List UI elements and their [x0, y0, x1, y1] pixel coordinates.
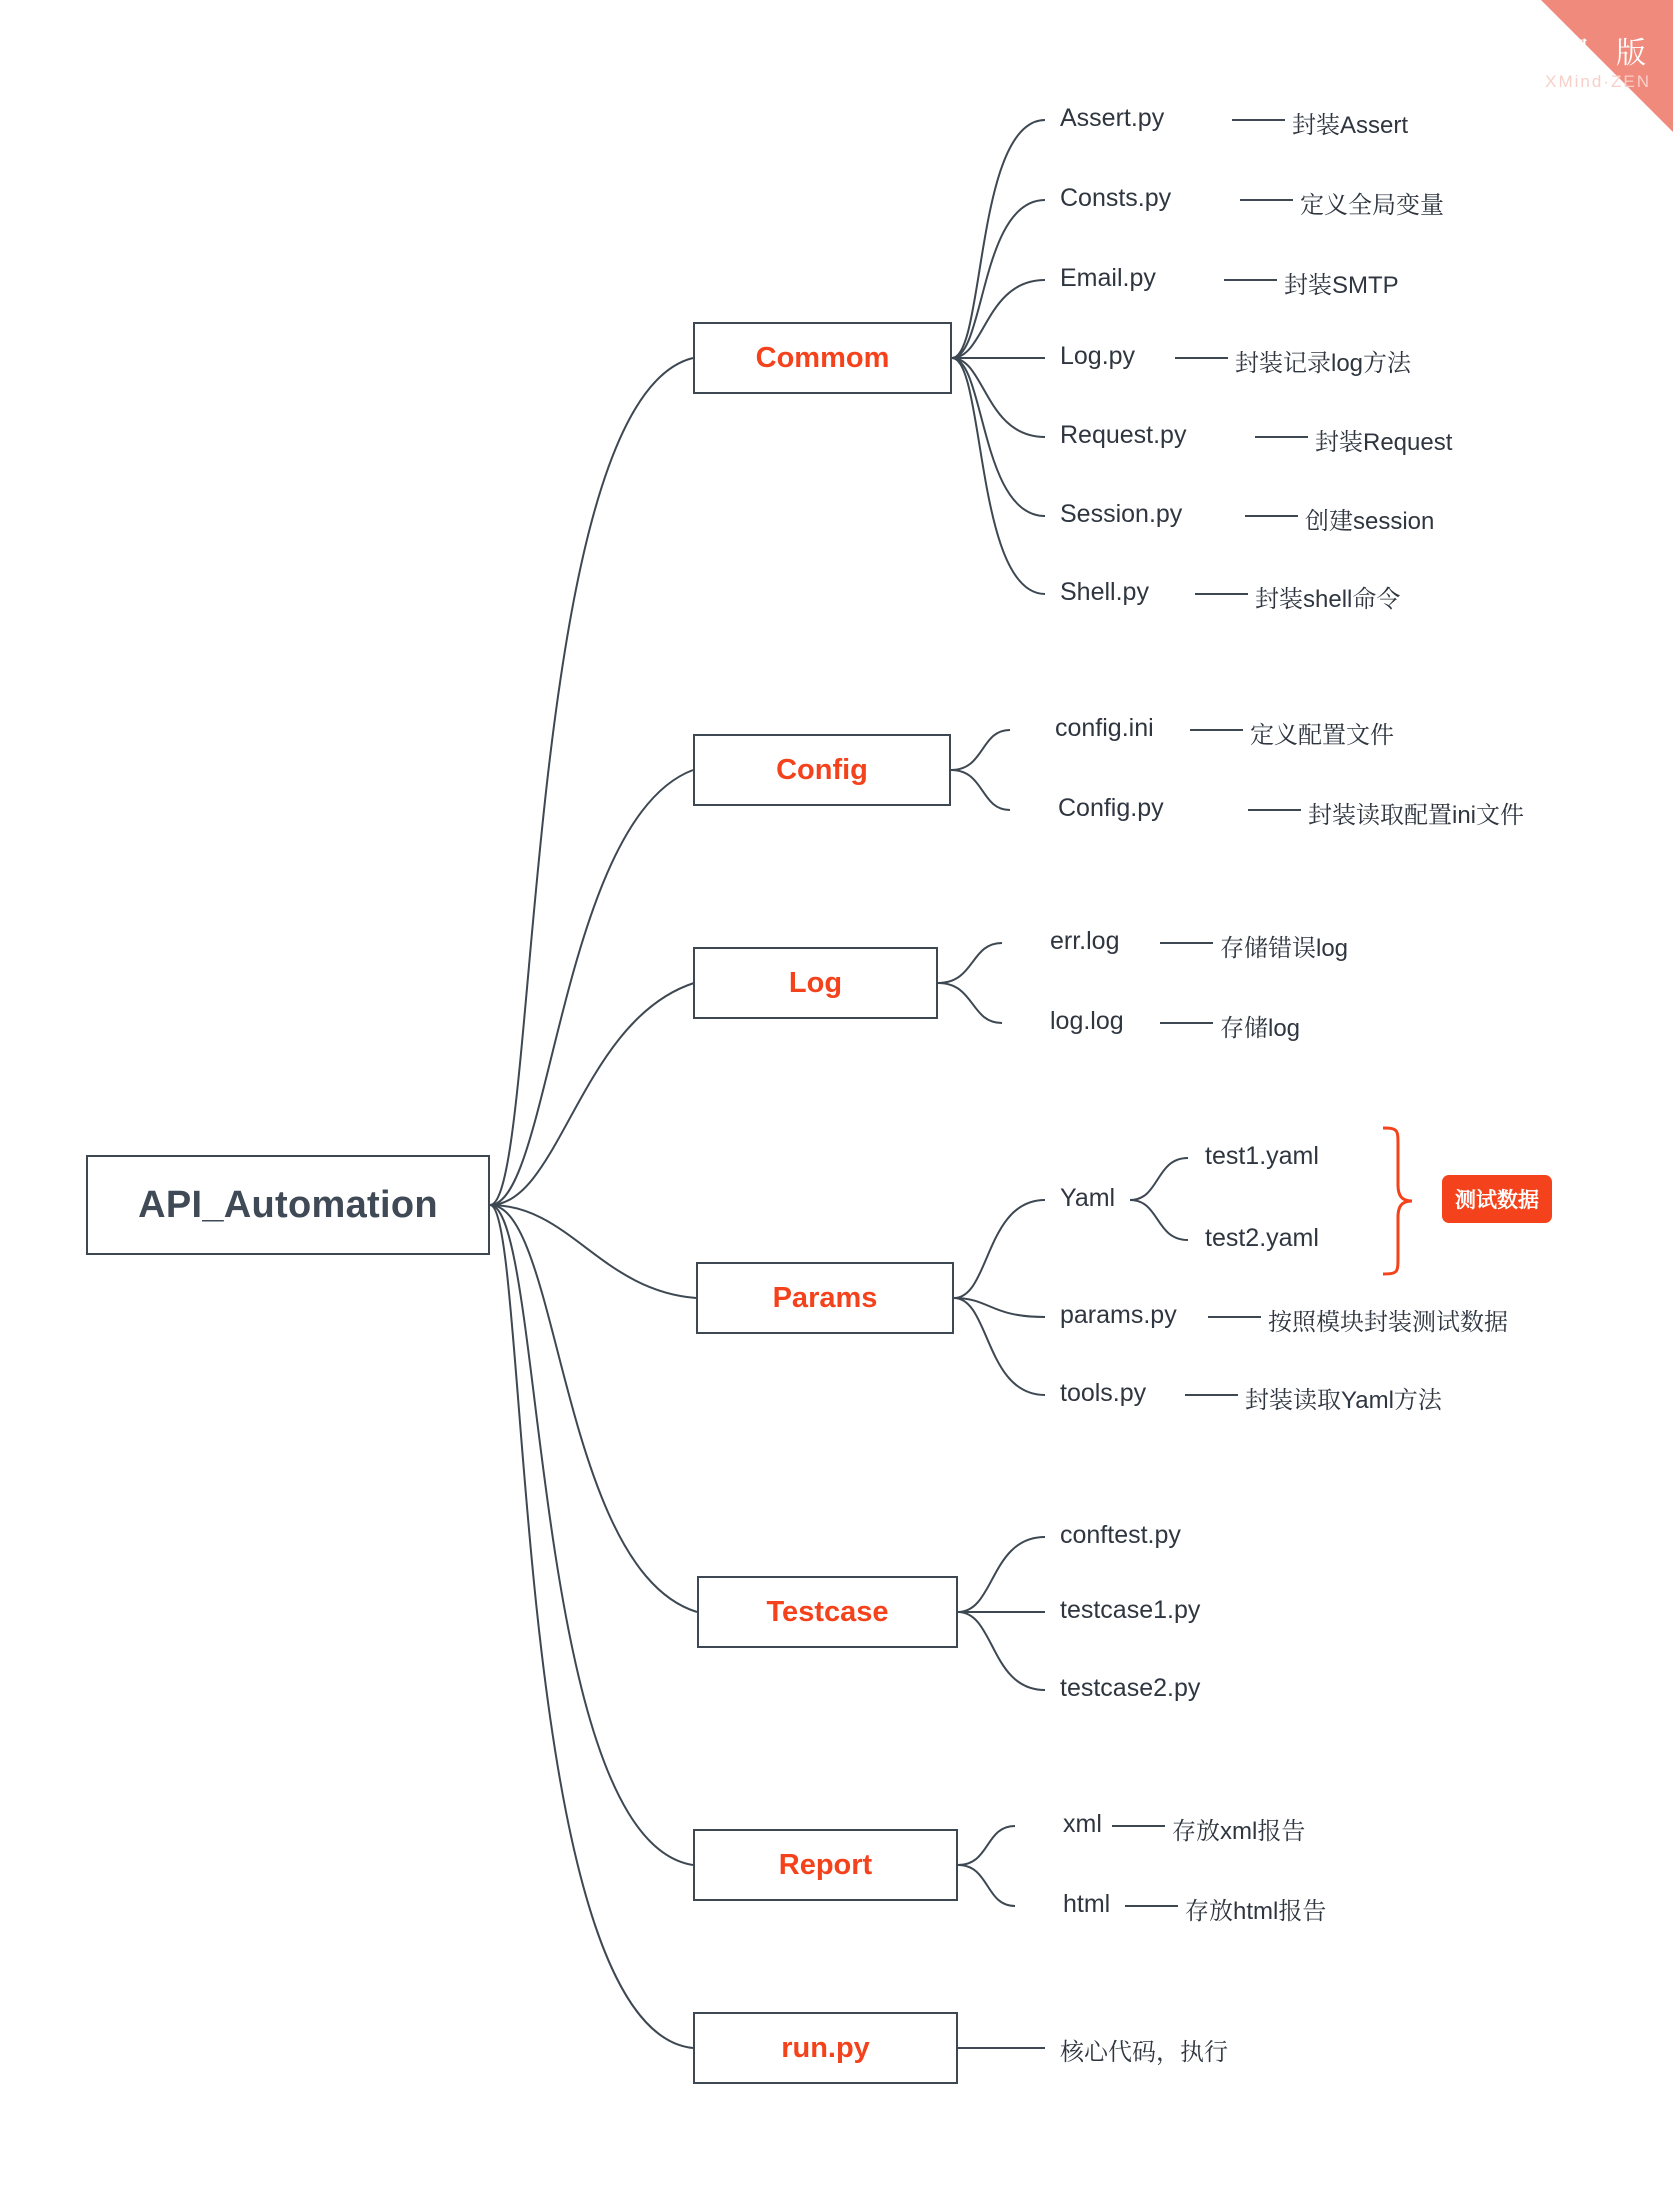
- badge-test-data: [1442, 1175, 1552, 1223]
- leaf-desc-consts-py: [1300, 185, 1444, 220]
- leaf-email-py[interactable]: [1060, 264, 1156, 293]
- leaf-testcase1-py[interactable]: [1060, 1596, 1200, 1625]
- leaf-shell-py[interactable]: [1060, 578, 1149, 607]
- leaf-assert-py[interactable]: [1060, 104, 1164, 133]
- leaf-name: params.py: [1060, 1301, 1177, 1329]
- branch-label: Config: [776, 753, 868, 786]
- leaf-name: err.log: [1050, 927, 1120, 955]
- leaf-desc: 封装读取配置ini文件: [1308, 802, 1525, 829]
- leaf-name: tools.py: [1060, 1379, 1147, 1407]
- branch-label: Testcase: [766, 1595, 889, 1628]
- watermark-triangle: [1541, 0, 1673, 132]
- watermark: [1373, 0, 1673, 132]
- leaf-yaml[interactable]: [1060, 1184, 1115, 1213]
- leaf-desc-request-py: [1315, 422, 1452, 457]
- leaf-test1-yaml[interactable]: [1205, 1142, 1319, 1171]
- leaf-conftest-py[interactable]: [1060, 1521, 1181, 1550]
- leaf-params-py[interactable]: [1060, 1301, 1177, 1330]
- leaf-desc-config-ini: [1250, 715, 1394, 750]
- branch-node-log[interactable]: [693, 947, 938, 1019]
- leaf-desc: 封装读取Yaml方法: [1245, 1387, 1442, 1414]
- leaf-desc-err-log: [1220, 928, 1348, 963]
- leaf-html[interactable]: [1063, 1890, 1110, 1919]
- branch-node-run-py[interactable]: [693, 2012, 958, 2084]
- leaf-desc: 存放xml报告: [1172, 1818, 1306, 1845]
- leaf-desc-tools-py: [1245, 1380, 1442, 1415]
- leaf-desc: 定义全局变量: [1300, 192, 1444, 219]
- leaf-request-py[interactable]: [1060, 421, 1186, 450]
- badge-label: 测试数据: [1455, 1189, 1539, 1212]
- leaf-desc: 封装记录log方法: [1235, 350, 1412, 377]
- leaf-name: xml: [1063, 1810, 1102, 1838]
- root-node-label: API_Automation: [138, 1183, 438, 1226]
- leaf-name: Assert.py: [1060, 104, 1165, 132]
- leaf-name: testcase2.py: [1060, 1674, 1201, 1702]
- watermark-sub-text: XMind·ZEN: [1545, 72, 1651, 91]
- branch-node-testcase[interactable]: [697, 1576, 958, 1648]
- branch-node-report[interactable]: [693, 1829, 958, 1901]
- leaf-desc: 存放html报告: [1185, 1898, 1327, 1925]
- branch-label: Commom: [755, 341, 890, 374]
- leaf-name: Consts.py: [1060, 184, 1172, 212]
- leaf-desc: 存储错误log: [1220, 935, 1349, 962]
- leaf-desc: 定义配置文件: [1250, 722, 1394, 749]
- branch-node-commom[interactable]: [693, 322, 952, 394]
- leaf-testcase2-py[interactable]: [1060, 1674, 1200, 1703]
- leaf-desc-shell-py: [1255, 579, 1400, 614]
- leaf-desc: 封装SMTP: [1284, 272, 1399, 299]
- leaf-desc-log-log: [1220, 1008, 1300, 1043]
- leaf-consts-py[interactable]: [1060, 184, 1171, 213]
- leaf-desc: 封装shell命令: [1255, 586, 1401, 613]
- leaf-desc: 创建session: [1305, 508, 1435, 535]
- branch-label: run.py: [781, 2031, 870, 2064]
- leaf-tools-py[interactable]: [1060, 1379, 1146, 1408]
- leaf-test2-yaml[interactable]: [1205, 1224, 1319, 1253]
- leaf-desc: 存储log: [1220, 1015, 1301, 1042]
- leaf-log-log[interactable]: [1050, 1007, 1124, 1036]
- leaf-session-py[interactable]: [1060, 500, 1182, 529]
- leaf-desc-assert-py: [1292, 105, 1408, 140]
- leaf-desc: 封装Assert: [1292, 112, 1409, 139]
- leaf-name: conftest.py: [1060, 1521, 1181, 1549]
- leaf-desc-config-py: [1308, 795, 1524, 830]
- branch-node-params[interactable]: [696, 1262, 954, 1334]
- leaf-name: log.log: [1050, 1007, 1124, 1035]
- leaf-name: html: [1063, 1890, 1111, 1918]
- leaf-run-py-desc: [1060, 2032, 1228, 2067]
- leaf-desc-email-py: [1284, 265, 1399, 300]
- leaf-desc-session-py: [1305, 501, 1434, 536]
- leaf-desc-log-py: [1235, 343, 1411, 378]
- branch-label: Report: [778, 1848, 873, 1881]
- leaf-name: Yaml: [1060, 1184, 1116, 1212]
- leaf-name: test2.yaml: [1205, 1224, 1319, 1252]
- branch-label: Log: [788, 966, 843, 999]
- leaf-name: Config.py: [1058, 794, 1164, 822]
- leaf-desc: 封装Request: [1315, 429, 1453, 456]
- leaf-desc: 按照模块封装测试数据: [1268, 1309, 1508, 1336]
- leaf-name: test1.yaml: [1205, 1142, 1319, 1170]
- leaf-desc-xml: [1172, 1811, 1305, 1846]
- leaf-err-log[interactable]: [1050, 927, 1119, 956]
- leaf-name: Shell.py: [1060, 578, 1149, 606]
- watermark-main-text: 试 用 版: [1503, 37, 1655, 70]
- leaf-name: Session.py: [1060, 500, 1183, 528]
- root-node[interactable]: [86, 1155, 490, 1255]
- leaf-xml[interactable]: [1063, 1810, 1102, 1839]
- leaf-name: Log.py: [1060, 342, 1136, 370]
- leaf-name: config.ini: [1055, 714, 1154, 742]
- leaf-name: Email.py: [1060, 264, 1156, 292]
- leaf-config-py[interactable]: [1058, 794, 1164, 823]
- branch-label: Params: [772, 1281, 878, 1314]
- leaf-desc-html: [1185, 1891, 1326, 1926]
- branch-node-config[interactable]: [693, 734, 951, 806]
- leaf-name: testcase1.py: [1060, 1596, 1201, 1624]
- leaf-name: Request.py: [1060, 421, 1187, 449]
- leaf-log-py[interactable]: [1060, 342, 1135, 371]
- leaf-name: 核心代码，执行: [1060, 2039, 1228, 2066]
- leaf-desc-params-py: [1268, 1302, 1508, 1337]
- leaf-config-ini[interactable]: [1055, 714, 1154, 743]
